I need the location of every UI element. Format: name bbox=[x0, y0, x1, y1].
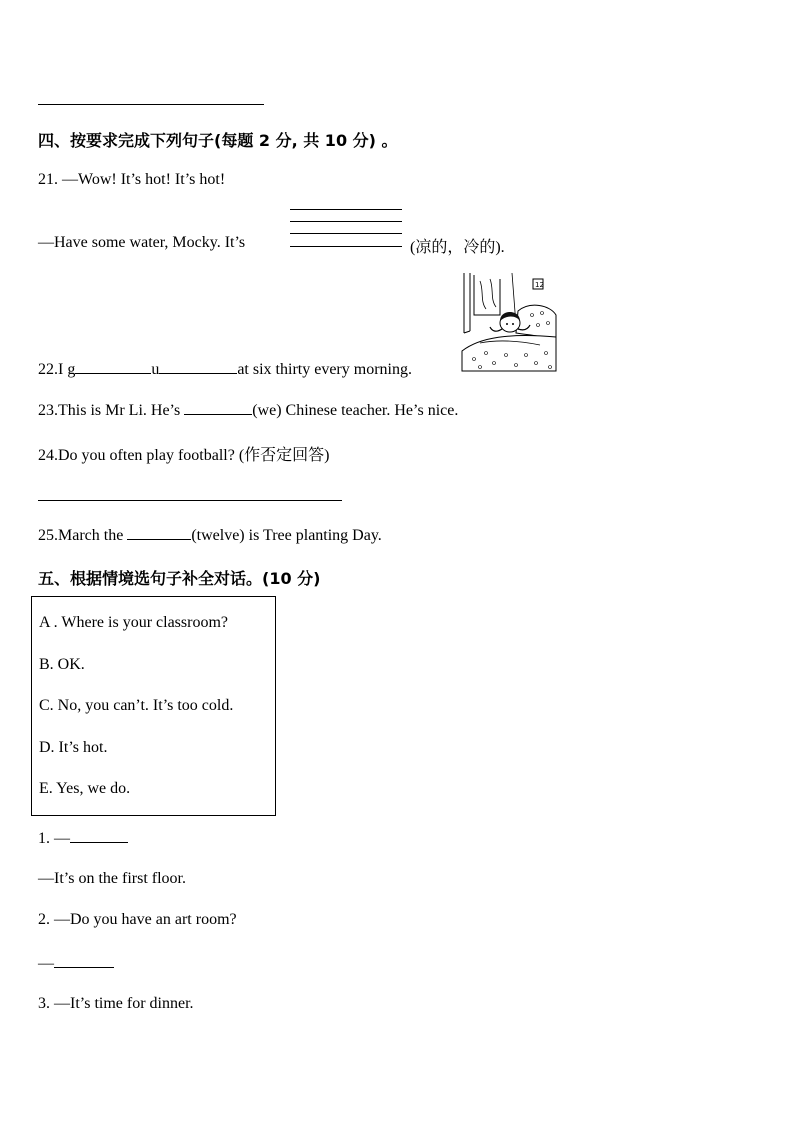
option-a: A . Where is your classroom? bbox=[39, 614, 228, 631]
option-c: C. No, you can’t. It’s too cold. bbox=[39, 697, 234, 714]
q22-part1: 22.I g bbox=[38, 361, 76, 378]
q22-blank-1[interactable] bbox=[75, 359, 151, 374]
q24-answer-line[interactable] bbox=[38, 500, 342, 501]
q22-part3: at six thirty every morning. bbox=[237, 361, 412, 378]
dialog-2-a: 2. —Do you have an art room? bbox=[38, 911, 237, 928]
dialog-2-blank[interactable] bbox=[54, 953, 114, 968]
q21-line1: 21. —Wow! It’s hot! It’s hot! bbox=[38, 171, 226, 188]
dialog-1-a bbox=[38, 828, 128, 848]
dialog-2-b bbox=[38, 953, 114, 973]
q21-line2-hint: (凉的，冷的). bbox=[410, 239, 505, 256]
svg-text:12: 12 bbox=[535, 281, 544, 289]
child-in-bed-illustration bbox=[460, 271, 558, 375]
writing-guide-line-4[interactable] bbox=[290, 246, 402, 247]
q23-part1: 23.This is Mr Li. He’s bbox=[38, 402, 181, 419]
dialog-1-b: —It’s on the first floor. bbox=[38, 870, 186, 887]
section4-heading: 四、按要求完成下列句子(每题 2 分, 共 10 分) 。 bbox=[38, 131, 398, 150]
q25-blank[interactable] bbox=[127, 525, 191, 540]
section5-heading: 五、根据情境选句子补全对话。(10 分) bbox=[38, 569, 321, 588]
writing-guide-line-1 bbox=[290, 209, 402, 210]
option-b: B. OK. bbox=[39, 656, 85, 673]
q23-line bbox=[38, 400, 458, 420]
q23-part2: (we) Chinese teacher. He’s nice. bbox=[252, 402, 459, 419]
q22-line bbox=[38, 359, 412, 379]
writing-guide-line-3 bbox=[290, 233, 402, 234]
q24-text: 24.Do you often play football? (作否定回答) bbox=[38, 447, 330, 464]
option-e: E. Yes, we do. bbox=[39, 780, 131, 797]
q21-line2-prefix: —Have some water, Mocky. It’s bbox=[38, 234, 246, 251]
dialog-1-blank[interactable] bbox=[70, 828, 128, 843]
q25-part1: 25.March the bbox=[38, 527, 124, 544]
dialog-3-a: 3. —It’s time for dinner. bbox=[38, 995, 194, 1012]
q25-part2: (twelve) is Tree planting Day. bbox=[191, 527, 382, 544]
q23-blank[interactable] bbox=[184, 400, 252, 415]
q22-part2: u bbox=[151, 361, 160, 378]
dialog-2-b-text: — bbox=[38, 955, 54, 972]
q22-blank-2[interactable] bbox=[159, 359, 237, 374]
options-box bbox=[31, 596, 276, 816]
writing-guide-line-2 bbox=[290, 221, 402, 222]
option-d: D. It’s hot. bbox=[39, 739, 108, 756]
q25-line bbox=[38, 525, 382, 545]
answer-line-top[interactable] bbox=[38, 104, 264, 105]
dialog-1-a-text: 1. — bbox=[38, 830, 70, 847]
